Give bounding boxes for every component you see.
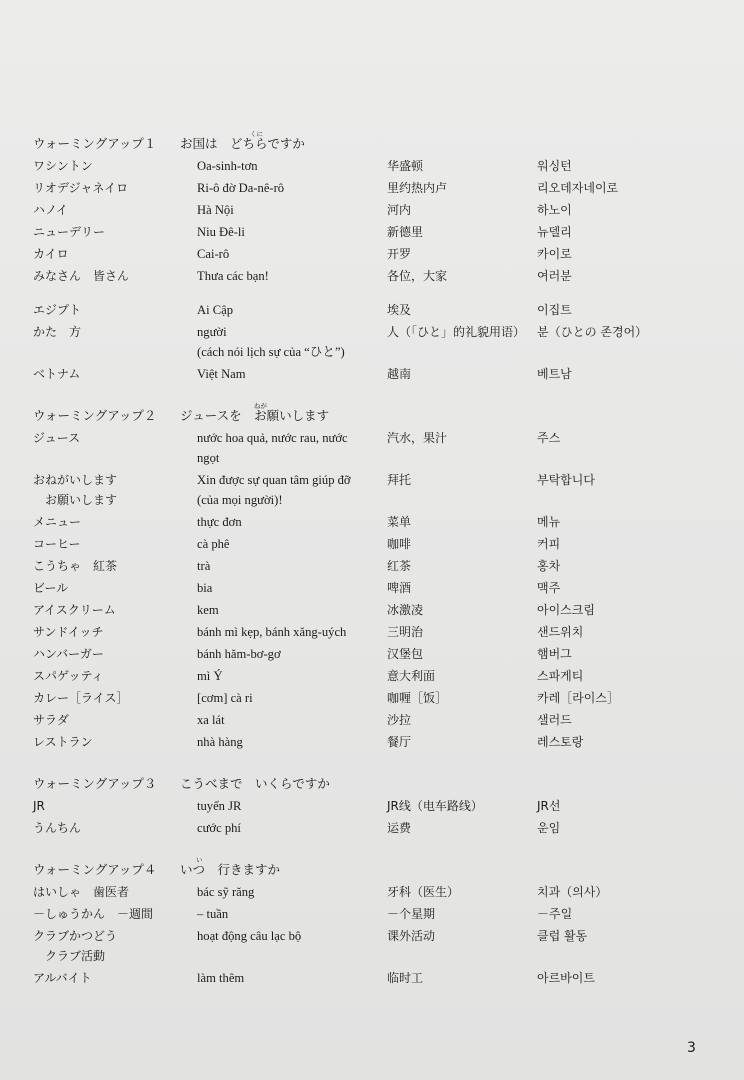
chinese-translation: 新德里 [387,225,424,239]
vietnamese-translation [197,710,377,730]
vocab-row [33,600,723,622]
korean-translation: 뉴델리 [537,225,572,239]
japanese-term-line: ワシントン [33,159,93,173]
korean-translation: 워싱턴 [537,159,572,173]
furigana: い [196,856,203,864]
japanese-term-line: －しゅうかん －週間 [33,907,154,921]
chinese-translation: 华盛顿 [387,159,424,173]
vietnamese-line: bánh hăm-bơ-gơ [197,647,281,661]
vietnamese-line: làm thêm [197,971,245,985]
vietnamese-line: bác sỹ răng [197,885,255,899]
chinese-translation: 菜单 [387,515,412,529]
vietnamese-translation [197,600,377,620]
japanese-term [33,534,81,554]
japanese-term [33,882,129,902]
vietnamese-line: nhà hàng [197,735,243,749]
vietnamese-translation [197,364,377,384]
japanese-term [33,322,81,342]
section-heading: ウォーミングアップ２ [33,408,157,423]
section-title [33,856,723,881]
section-title [33,773,723,795]
furigana: くに [250,130,263,138]
section-spacer [33,386,723,405]
vietnamese-line: xa lát [197,713,225,727]
japanese-term [33,578,68,598]
vietnamese-translation [197,968,377,988]
vietnamese-line: Thưa các bạn! [197,269,269,283]
chinese-translation: 啤酒 [387,581,412,595]
vietnamese-translation [197,644,377,664]
section-4 [33,856,723,990]
vietnamese-line: kem [197,603,219,617]
japanese-term [33,666,104,686]
vietnamese-line: Hà Nội [197,203,234,217]
japanese-term [33,200,68,220]
korean-translation: 아르바이트 [537,971,595,985]
section-1 [33,130,723,386]
vietnamese-line: trà [197,559,211,573]
vietnamese-line: cà phê [197,537,230,551]
vietnamese-line: Việt Nam [197,367,246,381]
vietnamese-translation [197,882,377,902]
japanese-term-line: リオデジャネイロ [33,181,129,195]
japanese-term [33,556,117,576]
korean-translation: JR선 [537,799,561,813]
japanese-term-line: コーヒー [33,537,81,551]
chinese-translation: 拜托 [387,473,412,487]
vocab-row [33,688,723,710]
vietnamese-translation [197,300,377,320]
vietnamese-line: Niu Đê-li [197,225,245,239]
vietnamese-line: [cơm] cà ri [197,691,253,705]
section-heading: ウォーミングアップ１ [33,136,157,151]
chinese-translation: 牙科（医生） [387,885,460,899]
vocab-row [33,968,723,990]
chinese-translation: 餐厅 [387,735,412,749]
chinese-translation: 埃及 [387,303,412,317]
vietnamese-translation [197,904,377,924]
japanese-term [33,622,104,642]
japanese-term-line: カイロ [33,247,69,261]
japanese-term-line: サンドイッチ [33,625,104,639]
chinese-translation: 咖喱［饭］ [387,691,448,705]
vietnamese-translation [197,926,377,946]
japanese-term [33,926,117,966]
vietnamese-translation [197,622,377,642]
japanese-term [33,156,93,176]
vocab-row [33,818,723,840]
korean-translation: 운임 [537,821,561,835]
chinese-translation: 运费 [387,821,412,835]
japanese-term-line: ベトナム [33,367,81,381]
chinese-translation: 咖啡 [387,537,412,551]
vietnamese-line: người [197,325,227,339]
japanese-term-line: かた 方 [33,325,82,339]
vocab-row [33,266,723,288]
vietnamese-line: cước phí [197,821,241,835]
korean-translation: 샌드위치 [537,625,584,639]
korean-translation: 아이스크림 [537,603,595,617]
chinese-translation: 课外活动 [387,929,436,943]
japanese-term-line: JR [33,799,45,813]
japanese-term-kanji: お願いします [33,493,118,507]
section-spacer [33,754,723,773]
vietnamese-line-continued: (cách nói lịch sự của “ひと”) [197,345,345,359]
japanese-term-line: はいしゃ 歯医者 [33,885,130,899]
section-3 [33,773,723,840]
page-number: 3 [687,1040,696,1056]
korean-translation: 샐러드 [537,713,572,727]
chinese-translation: －个星期 [387,907,436,921]
korean-translation: 이집트 [537,303,572,317]
vietnamese-translation [197,266,377,286]
vocab-row [33,156,723,178]
vietnamese-translation [197,470,377,510]
section-heading: ウォーミングアップ４ [33,862,157,877]
korean-translation: 여러분 [537,269,572,283]
japanese-term [33,244,69,264]
japanese-term-line: スパゲッティ [33,669,104,683]
japanese-term [33,904,153,924]
vietnamese-line-continued: (của mọi người)! [197,493,283,507]
vietnamese-translation [197,578,377,598]
vocab-row [33,428,723,470]
japanese-term-line: ハンバーガー [33,647,104,661]
vietnamese-translation [197,556,377,576]
vietnamese-line: bánh mì kẹp, bánh xăng-uých [197,625,347,639]
chinese-translation: 汉堡包 [387,647,424,661]
korean-translation: 카이로 [537,247,572,261]
japanese-term [33,512,81,532]
vocab-row [33,300,723,322]
japanese-term-line: ビール [33,581,69,595]
korean-translation: 클럽 활동 [537,929,588,943]
korean-translation: 베트남 [537,367,572,381]
japanese-term [33,818,81,838]
japanese-term [33,732,93,752]
vocab-row [33,732,723,754]
row-spacer [33,288,723,300]
japanese-term [33,968,92,988]
japanese-term-line: レストラン [33,735,93,749]
vocab-row [33,666,723,688]
vietnamese-line: Ri-ô đờ Da-nê-rô [197,181,285,195]
section-title [33,402,723,427]
korean-translation: 주스 [537,431,561,445]
korean-translation: 하노이 [537,203,572,217]
japanese-term [33,266,129,286]
korean-translation: 맥주 [537,581,561,595]
vietnamese-translation [197,666,377,686]
vocab-row [33,364,723,386]
korean-translation: 메뉴 [537,515,561,529]
chinese-translation: 红茶 [387,559,412,573]
vietnamese-line: tuyến JR [197,799,242,813]
korean-translation: 카레［라이스］ [537,691,619,705]
vietnamese-line: mì Ý [197,669,223,683]
korean-translation: 치과（의사） [537,885,608,899]
vocab-row [33,178,723,200]
japanese-term-line: カレー［ライス］ [33,691,129,705]
vietnamese-line: Xin được sự quan tâm giúp đỡ [197,473,351,487]
chinese-translation: JR线（电车路线） [387,799,483,813]
japanese-term-line: エジプト [33,303,82,317]
japanese-term [33,364,80,384]
section-phrase: お国は どちらですか [180,136,305,151]
japanese-term-kanji: クラブ活動 [33,949,106,963]
japanese-term-line: ジュース [33,431,81,445]
japanese-term [33,600,116,620]
vocab-row [33,578,723,600]
vocab-row [33,622,723,644]
japanese-term-line: ニューデリー [33,225,106,239]
chinese-translation: 各位，大家 [387,269,448,283]
vocab-row [33,710,723,732]
vocab-row [33,644,723,666]
vietnamese-translation [197,732,377,752]
japanese-term [33,470,117,510]
korean-translation: 레스토랑 [537,735,584,749]
chinese-translation: 临时工 [387,971,424,985]
chinese-translation: 越南 [387,367,412,381]
furigana: ねが [254,402,267,410]
vietnamese-translation [197,512,377,532]
japanese-term [33,644,104,664]
chinese-translation: 河内 [387,203,412,217]
vocab-row [33,534,723,556]
japanese-term-line: クラブかつどう [33,929,118,943]
vietnamese-line: thực đơn [197,515,242,529]
chinese-translation: 三明治 [387,625,424,639]
section-title [33,130,723,155]
vietnamese-line: – tuần [197,907,229,921]
vocab-row [33,556,723,578]
vietnamese-translation [197,428,377,468]
korean-translation: 커피 [537,537,561,551]
japanese-term [33,710,69,730]
korean-translation: 분（ひとの 존경어） [537,325,648,339]
japanese-term [33,222,105,242]
vietnamese-translation [197,156,377,176]
vocab-row [33,322,723,364]
vietnamese-translation [197,178,377,198]
japanese-term-line: メニュー [33,515,82,529]
vocabulary-list [33,130,723,990]
section-phrase: ジュースを お願いします [180,408,330,423]
korean-translation: 리오데자네이로 [537,181,619,195]
vietnamese-line: hoạt động câu lạc bộ [197,929,302,943]
korean-translation: 홍차 [537,559,561,573]
vietnamese-line: Cai-rô [197,247,230,261]
section-spacer [33,840,723,859]
vietnamese-translation [197,200,377,220]
vietnamese-translation [197,222,377,242]
vietnamese-line-continued: ngọt [197,451,220,465]
vocab-row [33,904,723,926]
japanese-term [33,178,128,198]
japanese-term-line: アルバイト [33,971,92,985]
vietnamese-line: nước hoa quả, nước rau, nước [197,431,348,445]
vietnamese-line: bia [197,581,213,595]
japanese-term-line: うんちん [33,821,82,835]
vietnamese-translation [197,244,377,264]
vietnamese-translation [197,322,377,362]
japanese-term-line: ハノイ [33,203,68,217]
chinese-translation: 沙拉 [387,713,412,727]
chinese-translation: 冰激凌 [387,603,424,617]
vietnamese-line: Ai Cập [197,303,234,317]
vietnamese-translation [197,796,377,816]
japanese-term-line: サラダ [33,713,69,727]
vocab-row [33,512,723,534]
japanese-term-line: アイスクリーム [33,603,116,617]
section-phrase: こうべまで いくらですか [180,776,330,791]
chinese-translation: 汽水，果汁 [387,431,448,445]
chinese-translation: 开罗 [387,247,412,261]
vocab-row [33,244,723,266]
vocab-row [33,200,723,222]
section-2 [33,402,723,754]
chinese-translation: 里约热内卢 [387,181,448,195]
chinese-translation: 意大利面 [387,669,436,683]
japanese-term-line: みなさん 皆さん [33,269,130,283]
korean-translation: 스파게티 [537,669,584,683]
section-phrase: いつ 行きますか [180,862,281,877]
vocab-row [33,796,723,818]
vocab-row [33,470,723,512]
japanese-term [33,796,45,816]
japanese-term [33,300,81,320]
vocab-row [33,926,723,968]
korean-translation: 햄버그 [537,647,572,661]
japanese-term [33,428,80,448]
vocab-row [33,882,723,904]
vietnamese-translation [197,534,377,554]
section-heading: ウォーミングアップ３ [33,776,157,791]
japanese-term-line: こうちゃ 紅茶 [33,559,118,573]
chinese-translation: 人（「ひと」的礼貌用语） [387,325,526,339]
vietnamese-line: Oa-sinh-tơn [197,159,258,173]
japanese-term-line: おねがいします [33,473,118,487]
korean-translation: －주일 [537,907,573,921]
korean-translation: 부탁합니다 [537,473,595,487]
vietnamese-translation [197,818,377,838]
japanese-term [33,688,129,708]
vietnamese-translation [197,688,377,708]
vocab-row [33,222,723,244]
